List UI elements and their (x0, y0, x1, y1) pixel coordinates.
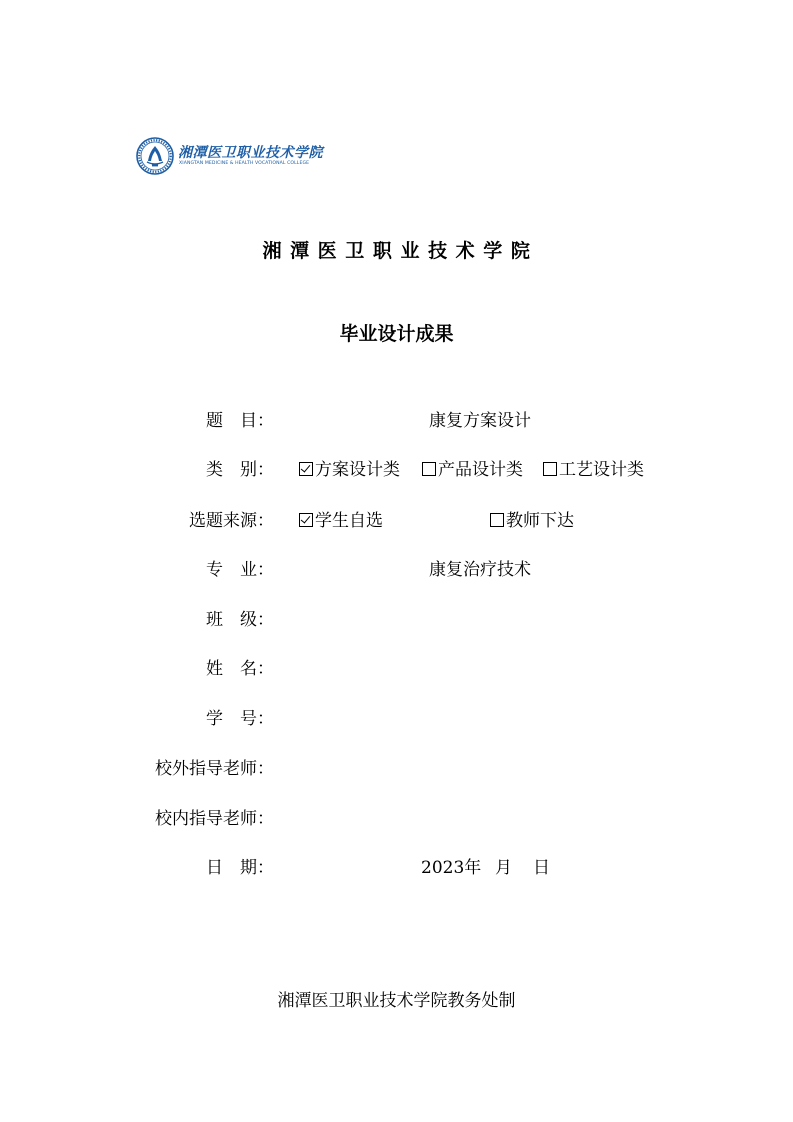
checkbox-empty-icon[interactable] (543, 462, 557, 476)
category-option-scheme-text: 方案设计类 (315, 460, 400, 480)
college-emblem-icon (136, 137, 174, 175)
category-option-product[interactable] (422, 455, 523, 480)
category-option-craft-text: 工艺设计类 (559, 460, 644, 480)
field-class-label: 班 级： (206, 610, 274, 630)
checkbox-checked-icon[interactable] (299, 513, 313, 527)
field-topic-value: 康复方案设计 (429, 411, 531, 431)
field-source (0, 506, 793, 532)
field-topic (0, 406, 793, 432)
date-day: 日 (533, 858, 550, 878)
college-logo-name-cn: 湘潭医卫职业技术学院 (178, 145, 323, 161)
category-option-product-text: 产品设计类 (438, 460, 523, 480)
field-internal-advisor (0, 804, 793, 830)
field-major-label: 专 业： (206, 560, 274, 580)
field-internal-advisor-label: 校内指导老师： (155, 809, 274, 829)
category-option-scheme[interactable] (299, 455, 400, 480)
field-topic-label: 题 目： (206, 411, 274, 431)
college-logo-name-en: XIANGTAN MEDICINE & HEALTH VOCATIONAL COLLEGE (179, 161, 310, 166)
field-external-advisor (0, 754, 793, 780)
checkbox-empty-icon[interactable] (490, 513, 504, 527)
field-major (0, 555, 793, 581)
date-month: 月 (495, 858, 512, 878)
field-category (0, 455, 793, 481)
field-student-id (0, 704, 793, 730)
field-name-label: 姓 名： (206, 659, 274, 679)
school-title: 湘潭医卫职业技术学院 (262, 240, 539, 262)
field-name (0, 654, 793, 680)
date-year: 2023年 (421, 858, 482, 878)
checkbox-empty-icon[interactable] (422, 462, 436, 476)
source-option-student[interactable] (299, 506, 383, 531)
document-title: 毕业设计成果 (339, 323, 454, 345)
field-class (0, 605, 793, 631)
source-option-student-text: 学生自选 (315, 511, 383, 531)
field-date-label: 日 期： (206, 858, 274, 878)
field-category-label: 类 别： (206, 460, 274, 480)
issuer-footer: 湘潭医卫职业技术学院教务处制 (277, 991, 516, 1011)
college-logo (136, 137, 323, 175)
category-option-craft[interactable] (543, 455, 644, 480)
checkbox-checked-icon[interactable] (299, 462, 313, 476)
field-source-label: 选题来源： (189, 511, 274, 531)
field-student-id-label: 学 号： (206, 709, 274, 729)
field-date (0, 853, 793, 879)
source-option-teacher[interactable] (490, 506, 574, 531)
field-external-advisor-label: 校外指导老师： (155, 759, 274, 779)
source-option-teacher-text: 教师下达 (506, 511, 574, 531)
field-major-value: 康复治疗技术 (429, 560, 531, 580)
